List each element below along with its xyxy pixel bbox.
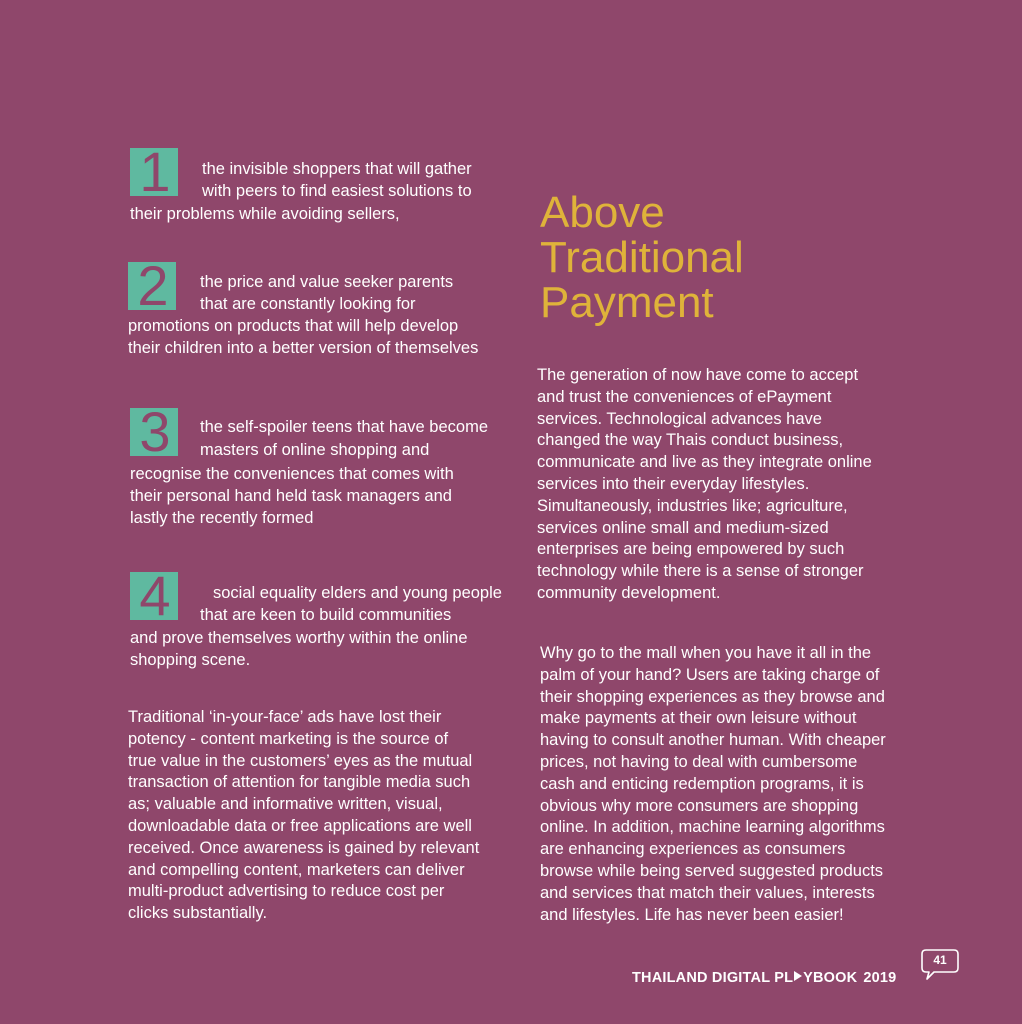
right-paragraph-2-line: are enhancing experiences as consumers bbox=[540, 840, 846, 859]
right-paragraph-2 bbox=[540, 643, 940, 926]
left-paragraph-line: Traditional ‘in-your-face’ ads have lost their bbox=[128, 708, 442, 726]
item-1-line-1: the invisible shoppers that will gather bbox=[202, 160, 472, 178]
right-paragraph-1-line: services online small and medium-sized bbox=[537, 518, 829, 537]
item-3-line-4: their personal hand held task managers and bbox=[130, 487, 452, 505]
left-paragraph-line: multi-product advertising to reduce cost per bbox=[128, 882, 445, 901]
list-item-1 bbox=[128, 148, 518, 228]
item-2-line-1: the price and value seeker parents bbox=[200, 273, 454, 291]
left-paragraph-line: clicks substantially. bbox=[128, 904, 268, 923]
item-4-line-3: and prove themselves worthy within the online bbox=[130, 629, 468, 647]
left-paragraph-line: as; valuable and informative written, visual, bbox=[128, 795, 443, 814]
item-3-line-5: lastly the recently formed bbox=[130, 509, 314, 527]
list-item-3 bbox=[128, 408, 518, 528]
right-paragraph-2-line: cash and enticing redemption programs, it is bbox=[540, 774, 864, 793]
item-4-line-4: shopping scene. bbox=[130, 651, 251, 669]
right-paragraph-1-line: enterprises are being empowered by such bbox=[537, 540, 845, 559]
list-item-2 bbox=[128, 262, 518, 358]
right-paragraph-1-line: services into their everyday lifestyles. bbox=[537, 474, 810, 493]
item-2-line-4: their children into a better version of themselves bbox=[128, 339, 479, 357]
number-badge-4: 4 bbox=[130, 572, 178, 620]
footer-brand-title bbox=[632, 970, 896, 986]
right-paragraph-1-line: community development. bbox=[537, 583, 721, 602]
right-paragraph-2-line: and services that match their values, interests bbox=[540, 883, 875, 902]
right-paragraph-2-line: prices, not having to deal with cumbersome bbox=[540, 752, 858, 771]
right-paragraph-2-line: browse while being served suggested products bbox=[540, 861, 884, 880]
item-4-line-1: social equality elders and young people bbox=[213, 584, 502, 602]
right-paragraph-2-line: obvious why more consumers are shopping bbox=[540, 796, 859, 815]
item-3-line-1: the self-spoiler teens that have become bbox=[200, 418, 489, 436]
right-paragraph-2-line: palm of your hand? Users are taking charge of bbox=[540, 665, 880, 684]
left-paragraph bbox=[128, 707, 528, 925]
item-3-line-3: recognise the conveniences that comes with bbox=[130, 465, 454, 483]
right-paragraph-1-line: Simultaneously, industries like; agriculture, bbox=[537, 496, 848, 515]
footer-brand-part-2: YBOOK bbox=[803, 970, 858, 986]
right-paragraph-2-line: Why go to the mall when you have it all in the bbox=[540, 644, 872, 662]
right-paragraph-1-line: communicate and live as they integrate online bbox=[537, 453, 872, 472]
right-paragraph-2-line: and lifestyles. Life has never been easier! bbox=[540, 905, 844, 924]
right-paragraph-1-line: The generation of now have come to accept bbox=[537, 366, 859, 384]
page-number: 41 bbox=[933, 953, 947, 967]
right-paragraph-1-line: and trust the conveniences of ePayment bbox=[537, 387, 832, 406]
page-number-badge bbox=[920, 948, 960, 988]
right-paragraph-2-line: make payments at their own leisure without bbox=[540, 709, 857, 728]
item-3-line-2: masters of online shopping and bbox=[200, 441, 430, 459]
footer-brand-part-1: THAILAND DIGITAL PL bbox=[632, 970, 794, 986]
section-heading bbox=[540, 190, 744, 325]
item-2-line-2: that are constantly looking for bbox=[200, 295, 416, 313]
heading-line-3: Payment bbox=[540, 278, 714, 327]
number-badge-1: 1 bbox=[130, 148, 178, 196]
right-paragraph-1 bbox=[537, 365, 937, 605]
right-paragraph-2-line: having to consult another human. With cheaper bbox=[540, 731, 886, 750]
item-2-line-3: promotions on products that will help develop bbox=[128, 317, 459, 335]
right-paragraph-1-line: services. Technological advances have bbox=[537, 409, 822, 428]
footer-year: 2019 bbox=[863, 970, 897, 986]
right-paragraph-2-line: online. In addition, machine learning algorithms bbox=[540, 818, 885, 837]
heading-line-2: Traditional bbox=[540, 233, 744, 282]
play-icon bbox=[794, 971, 802, 981]
right-paragraph-2-line: their shopping experiences as they browse and bbox=[540, 687, 885, 706]
left-paragraph-line: transaction of attention for tangible media such bbox=[128, 773, 471, 792]
left-paragraph-line: downloadable data or free applications are well bbox=[128, 816, 472, 835]
item-1-line-3: their problems while avoiding sellers, bbox=[130, 205, 400, 223]
right-paragraph-1-line: technology while there is a sense of stronger bbox=[537, 562, 864, 581]
item-1-line-2: with peers to find easiest solutions to bbox=[202, 182, 472, 200]
number-badge-2: 2 bbox=[128, 262, 176, 310]
number-badge-3: 3 bbox=[130, 408, 178, 456]
list-item-4 bbox=[128, 572, 518, 668]
left-paragraph-line: received. Once awareness is gained by relevant bbox=[128, 838, 480, 857]
left-paragraph-line: potency - content marketing is the source of bbox=[128, 729, 449, 748]
right-paragraph-1-line: changed the way Thais conduct business, bbox=[537, 431, 844, 450]
left-paragraph-line: true value in the customers’ eyes as the mutual bbox=[128, 751, 473, 770]
left-paragraph-line: and compelling content, marketers can deliver bbox=[128, 860, 465, 879]
item-4-line-2: that are keen to build communities bbox=[200, 606, 452, 624]
heading-line-1: Above bbox=[540, 188, 665, 237]
